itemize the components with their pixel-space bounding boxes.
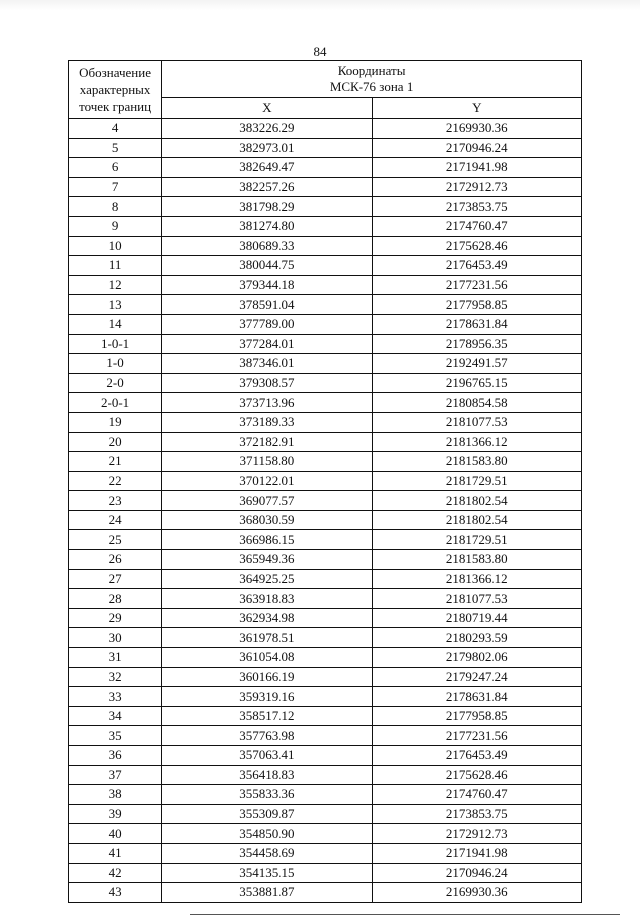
- table-row: [69, 314, 582, 334]
- point-label-cell: 23: [69, 491, 162, 511]
- coordinates-group-header: [162, 61, 582, 98]
- x-column-header: X: [162, 98, 372, 119]
- page-number: 84: [313, 44, 327, 59]
- table-row: [69, 373, 582, 393]
- x-coordinate-cell: 355833.36: [162, 785, 372, 805]
- x-coordinate-cell: 365949.36: [162, 550, 372, 570]
- table-row: [69, 667, 582, 687]
- x-coordinate-cell: 380044.75: [162, 256, 372, 276]
- point-label-cell: 7: [69, 177, 162, 197]
- table-row: [69, 236, 582, 256]
- coordinates-header-line: МСК-76 зона 1: [329, 79, 414, 95]
- table-row: [69, 765, 582, 785]
- x-coordinate-cell: 356418.83: [162, 765, 372, 785]
- point-label-cell: 38: [69, 785, 162, 805]
- y-coordinate-cell: 2175628.46: [372, 236, 581, 256]
- y-coordinate-cell: 2196765.15: [372, 373, 581, 393]
- y-coordinate-cell: 2178631.84: [372, 314, 581, 334]
- point-label-cell: 8: [69, 197, 162, 217]
- x-coordinate-cell: 380689.33: [162, 236, 372, 256]
- y-coordinate-cell: 2173853.75: [372, 197, 581, 217]
- y-coordinate-cell: 2180293.59: [372, 628, 581, 648]
- y-coordinate-cell: 2177231.56: [372, 726, 581, 746]
- y-coordinate-cell: 2172912.73: [372, 824, 581, 844]
- point-label-cell: 39: [69, 804, 162, 824]
- x-coordinate-cell: 383226.29: [162, 119, 372, 139]
- point-label-cell: 9: [69, 216, 162, 236]
- point-label-cell: 43: [69, 883, 162, 903]
- x-coordinate-cell: 353881.87: [162, 883, 372, 903]
- point-label-cell: 13: [69, 295, 162, 315]
- y-column-header: Y: [372, 98, 581, 119]
- scan-bottom-edge: [190, 914, 620, 915]
- x-coordinate-cell: 354458.69: [162, 843, 372, 863]
- table-row: [69, 256, 582, 276]
- table-row: [69, 334, 582, 354]
- y-coordinate-cell: 2174760.47: [372, 216, 581, 236]
- y-coordinate-cell: 2181077.53: [372, 412, 581, 432]
- x-coordinate-cell: 360166.19: [162, 667, 372, 687]
- point-label-cell: 4: [69, 119, 162, 139]
- point-label-cell: 14: [69, 314, 162, 334]
- y-coordinate-cell: 2181583.80: [372, 452, 581, 472]
- y-coordinate-cell: 2176453.49: [372, 746, 581, 766]
- y-coordinate-cell: 2180854.58: [372, 393, 581, 413]
- table-row: [69, 119, 582, 139]
- table-row: [69, 354, 582, 374]
- point-label-cell: 28: [69, 589, 162, 609]
- x-coordinate-cell: 382257.26: [162, 177, 372, 197]
- x-coordinate-cell: 358517.12: [162, 706, 372, 726]
- x-coordinate-cell: 354135.15: [162, 863, 372, 883]
- y-coordinate-cell: 2172912.73: [372, 177, 581, 197]
- y-coordinate-cell: 2178956.35: [372, 334, 581, 354]
- table-row: [69, 648, 582, 668]
- y-coordinate-cell: 2169930.36: [372, 119, 581, 139]
- point-label-cell: 33: [69, 687, 162, 707]
- point-label-header-line: характерных: [79, 82, 151, 97]
- point-label-cell: 36: [69, 746, 162, 766]
- x-coordinate-cell: 372182.91: [162, 432, 372, 452]
- table-row: [69, 510, 582, 530]
- table-row: [69, 785, 582, 805]
- y-coordinate-cell: 2171941.98: [372, 843, 581, 863]
- y-coordinate-cell: 2179802.06: [372, 648, 581, 668]
- table-row: [69, 608, 582, 628]
- coordinates-header-line: Координаты: [337, 63, 406, 79]
- table-row: [69, 843, 582, 863]
- x-coordinate-cell: 381274.80: [162, 216, 372, 236]
- point-label-cell: 30: [69, 628, 162, 648]
- table-row: [69, 569, 582, 589]
- y-coordinate-cell: 2175628.46: [372, 765, 581, 785]
- point-label-cell: 26: [69, 550, 162, 570]
- table-row: [69, 804, 582, 824]
- table-row: [69, 452, 582, 472]
- y-coordinate-cell: 2181802.54: [372, 510, 581, 530]
- point-label-cell: 25: [69, 530, 162, 550]
- point-label-cell: 2-0-1: [69, 393, 162, 413]
- x-coordinate-cell: 387346.01: [162, 354, 372, 374]
- table-row: [69, 726, 582, 746]
- point-label-cell: 32: [69, 667, 162, 687]
- y-coordinate-cell: 2181729.51: [372, 530, 581, 550]
- point-label-cell: 10: [69, 236, 162, 256]
- y-coordinate-cell: 2181077.53: [372, 589, 581, 609]
- x-coordinate-cell: 377284.01: [162, 334, 372, 354]
- point-label-header-line: точек границ: [79, 99, 152, 114]
- x-coordinate-cell: 373189.33: [162, 412, 372, 432]
- x-coordinate-cell: 355309.87: [162, 804, 372, 824]
- point-label-cell: 40: [69, 824, 162, 844]
- coordinates-table: [68, 60, 582, 903]
- table-row: [69, 197, 582, 217]
- x-coordinate-cell: 373713.96: [162, 393, 372, 413]
- x-coordinate-cell: 377789.00: [162, 314, 372, 334]
- point-label-cell: 34: [69, 706, 162, 726]
- x-coordinate-cell: 363918.83: [162, 589, 372, 609]
- point-label-cell: 27: [69, 569, 162, 589]
- point-label-cell: 11: [69, 256, 162, 276]
- point-label-cell: 42: [69, 863, 162, 883]
- point-label-cell: 2-0: [69, 373, 162, 393]
- x-coordinate-cell: 381798.29: [162, 197, 372, 217]
- point-label-cell: 21: [69, 452, 162, 472]
- x-coordinate-cell: 370122.01: [162, 471, 372, 491]
- y-coordinate-cell: 2180719.44: [372, 608, 581, 628]
- point-label-cell: 37: [69, 765, 162, 785]
- table-row: [69, 216, 582, 236]
- point-label-cell: 5: [69, 138, 162, 158]
- y-coordinate-cell: 2171941.98: [372, 158, 581, 178]
- x-coordinate-cell: 361054.08: [162, 648, 372, 668]
- y-coordinate-cell: 2176453.49: [372, 256, 581, 276]
- table-row: [69, 530, 582, 550]
- y-coordinate-cell: 2192491.57: [372, 354, 581, 374]
- table-row: [69, 295, 582, 315]
- table-row: [69, 824, 582, 844]
- table-row: [69, 412, 582, 432]
- table-row: [69, 177, 582, 197]
- y-coordinate-cell: 2170946.24: [372, 138, 581, 158]
- table-row: [69, 687, 582, 707]
- y-coordinate-cell: 2181366.12: [372, 432, 581, 452]
- point-label-cell: 19: [69, 412, 162, 432]
- table-row: [69, 138, 582, 158]
- x-coordinate-cell: 366986.15: [162, 530, 372, 550]
- table-row: [69, 589, 582, 609]
- table-row: [69, 883, 582, 903]
- y-coordinate-cell: 2174760.47: [372, 785, 581, 805]
- table-row: [69, 706, 582, 726]
- table-row: [69, 863, 582, 883]
- x-coordinate-cell: 359319.16: [162, 687, 372, 707]
- y-coordinate-cell: 2181366.12: [372, 569, 581, 589]
- point-label-cell: 35: [69, 726, 162, 746]
- x-coordinate-cell: 357763.98: [162, 726, 372, 746]
- point-label-cell: 29: [69, 608, 162, 628]
- y-coordinate-cell: 2170946.24: [372, 863, 581, 883]
- y-coordinate-cell: 2179247.24: [372, 667, 581, 687]
- x-coordinate-cell: 368030.59: [162, 510, 372, 530]
- x-coordinate-cell: 362934.98: [162, 608, 372, 628]
- point-label-cell: 31: [69, 648, 162, 668]
- y-coordinate-cell: 2178631.84: [372, 687, 581, 707]
- table-row: [69, 471, 582, 491]
- table-row: [69, 432, 582, 452]
- scan-top-edge: [0, 0, 640, 10]
- x-coordinate-cell: 379344.18: [162, 275, 372, 295]
- x-coordinate-cell: 382973.01: [162, 138, 372, 158]
- point-label-cell: 22: [69, 471, 162, 491]
- point-label-cell: 1-0-1: [69, 334, 162, 354]
- x-coordinate-cell: 379308.57: [162, 373, 372, 393]
- point-label-header: [69, 61, 162, 119]
- table-row: [69, 158, 582, 178]
- point-label-cell: 41: [69, 843, 162, 863]
- point-label-cell: 6: [69, 158, 162, 178]
- y-coordinate-cell: 2181729.51: [372, 471, 581, 491]
- y-coordinate-cell: 2181802.54: [372, 491, 581, 511]
- x-coordinate-cell: 378591.04: [162, 295, 372, 315]
- table-row: [69, 550, 582, 570]
- table-row: [69, 275, 582, 295]
- table-row: [69, 491, 582, 511]
- point-label-cell: 24: [69, 510, 162, 530]
- x-coordinate-cell: 357063.41: [162, 746, 372, 766]
- x-coordinate-cell: 382649.47: [162, 158, 372, 178]
- coordinates-table-body: [69, 119, 582, 903]
- table-row: [69, 628, 582, 648]
- x-coordinate-cell: 361978.51: [162, 628, 372, 648]
- y-coordinate-cell: 2177231.56: [372, 275, 581, 295]
- point-label-cell: 20: [69, 432, 162, 452]
- y-coordinate-cell: 2177958.85: [372, 706, 581, 726]
- x-coordinate-cell: 371158.80: [162, 452, 372, 472]
- x-coordinate-cell: 354850.90: [162, 824, 372, 844]
- point-label-cell: 12: [69, 275, 162, 295]
- x-coordinate-cell: 369077.57: [162, 491, 372, 511]
- point-label-header-line: Обозначение: [79, 65, 151, 80]
- y-coordinate-cell: 2173853.75: [372, 804, 581, 824]
- x-coordinate-cell: 364925.25: [162, 569, 372, 589]
- table-row: [69, 393, 582, 413]
- y-coordinate-cell: 2181583.80: [372, 550, 581, 570]
- point-label-cell: 1-0: [69, 354, 162, 374]
- y-coordinate-cell: 2169930.36: [372, 883, 581, 903]
- table-row: [69, 746, 582, 766]
- y-coordinate-cell: 2177958.85: [372, 295, 581, 315]
